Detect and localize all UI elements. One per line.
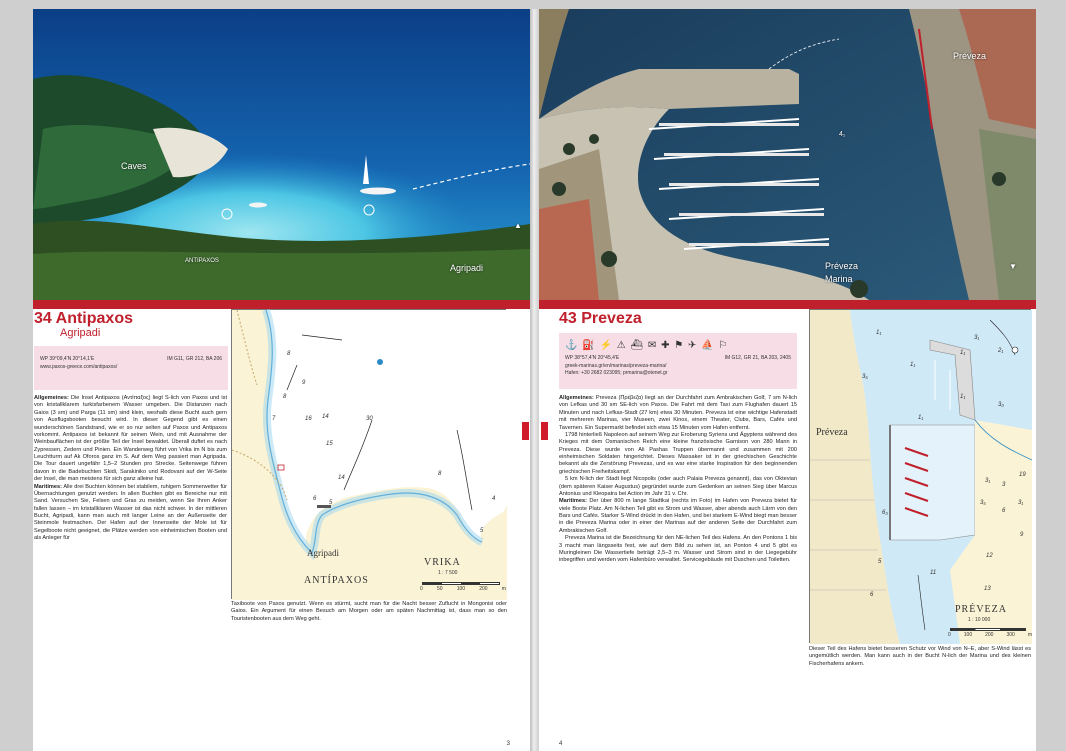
info-box-antipaxos (34, 346, 228, 390)
photo-label-preveza: Préveza (953, 51, 987, 61)
history-text: 1798 hinterließ Napoleon auf seinem Weg zur Eroberung Syriens und Ägyptens während des Krieges mit dem Osmanischen Reich eine kleine französische Garnison von 280 Mann in Preveza. Diese wurde von Ali Pashas Truppen übermannt und zusammen mit 200 einheimischen Soldaten hingerichtet. Dieses Massaker ist in der griechischen Geschichte bekannt als die Zerstörung Prevezas, und es war eine starke Inspiration für den beginnenden griechischen Freiheitskampf. (559, 431, 797, 475)
body-continuation-left: Taxiboote von Paxos genutzt. Wenn es stürmt, sucht man für die Nacht besser Zuflucht in Mongonisi oder Gaios. Ein Argument für einen Besuch am Morgen oder am späten Nachmittag ist, dass man so den Touristenbooten aus dem Weg geht. (231, 601, 507, 622)
harbour-contact: Hafen: +30 2682 023095; prmarina@otenet.gr (565, 370, 668, 376)
scale-tick: 50 (436, 586, 443, 592)
nicopolis-text: 5 km N-lich der Stadt liegt Nicopolis (oder auch Palaia Preveza genannt), das von Oktevian (dem späteren Kaiser Augustus) gegründet wurde zum Gedenken an seinen Sieg über Marcus Antonius und Kleopatra bei Action im Jahr 31 v. Chr. (559, 476, 797, 497)
page-right (539, 9, 1036, 751)
maritime-text: Der über 800 m lange Stadtkai (rechts im Foto) im Hafen von Preveza bietet für viele Boote Platz. Am N-lichen Teil gibt es Strom und Wasser, aber abends auch Lärm von den Bars und Cafés. Starker S-Wind drückt in den Hafen, und bei starkem E-Wind biegt man besser in die Preveza Marina oder in einer der Marinas auf der anderen Seite der Durchfahrt zum Ambrakischen Golf. (559, 498, 797, 534)
preveza-aerial-photo (539, 9, 1036, 300)
depth-mark: 12 (986, 553, 993, 559)
scale-tick: 0 (948, 632, 951, 638)
scale-tick: 0 (420, 586, 423, 592)
general-text: Preveza (Πρέβεζα) liegt an der Durchfahrt zum Ambrakischen Golf, 7 sm N-lich von Lefkas und 30 sm SE-lich von Paxos. Die Fahrt mit dem Taxi zum Flughafen dauert 15 Minuten und nach Lefkas-Stadt (27 km) etwa 30 Minuten. Preveza ist eine wichtige Hafenstadt mit mehreren Marinas, vier Museen, zwei Kinos, einem Theater, Clubs, Bars, Cafés und Tavernen. Ein Supermarkt befindet sich etwa 15 Minuten vom Hafen entfernt. (559, 395, 797, 431)
depth-mark: 3₁ (985, 478, 991, 484)
antipaxos-aerial-photo (33, 9, 530, 300)
depth-mark: 3₅ (862, 374, 868, 380)
scale-tick: 100 (963, 632, 973, 638)
depth-mark: 7 (272, 416, 276, 422)
depth-mark: 15 (326, 441, 333, 447)
page-number-left: 3 (506, 741, 510, 747)
scale-tick: 300 (1006, 632, 1015, 638)
preveza-harbour-map (809, 309, 1031, 643)
depth-mark: 6 (313, 496, 317, 502)
marina-text: Preveza Marina ist die Bezeichnung für den NE-lichen Teil des Hafens. An den Pontons 1 bis 3 macht man längsseits fest, wie auf dem Bild zu sehen ist, an Ponton 4 und 5 gibt es Muringleinen Die Wassertiefe beträgt 2,5–3 m. Wasser und Strom sind in der Liegegebühr inbegriffen und werden vom Hafenbüro verwaltet. Servicegebäude mit Duschen und Toiletten. (559, 535, 797, 564)
body-column-left (34, 395, 227, 667)
body-continuation-right: Dieser Teil des Hafens bietet besseren Schutz vor Wind von N–E, aber S-Wind lässt es ungemütlich werden. Man kann auch in der Bucht N-lich der Marina und des kleinen Fischerhafens ankern. (809, 646, 1031, 667)
depth-mark: 1₁ (910, 362, 916, 368)
depth-mark: 14 (322, 414, 329, 420)
waypoint-text: WP 39°09,4'N 20°14,1'E (40, 356, 95, 362)
map-label-vrika: VRIKA (424, 557, 461, 568)
depth-mark: 13 (984, 586, 991, 592)
photo-divider (539, 300, 1036, 309)
depth-mark: 3₁ (1018, 500, 1024, 506)
depth-mark: 9 (302, 380, 306, 386)
depth-mark: 2₁ (998, 348, 1004, 354)
map-label-agripadi: Agripadi (307, 548, 339, 558)
general-label: Allgemeines: (34, 395, 69, 401)
depth-mark: 3 (1002, 482, 1006, 488)
depth-mark: 1₁ (960, 394, 966, 400)
chart-refs-text: IM G11, GR 212, BA 206 (167, 356, 222, 362)
map-scale-ticks (420, 586, 506, 592)
info-url[interactable]: www.paxos-greece.com/antipaxos/ (40, 363, 118, 370)
depth-mark: 3₁ (974, 335, 980, 341)
depth-mark: 3₀ (998, 402, 1004, 408)
depth-mark: 5 (329, 500, 333, 506)
scale-tick: 200 (985, 632, 994, 638)
north-arrow-icon: ▲ (514, 221, 522, 230)
depth-mark: 6₃ (882, 510, 888, 516)
maritime-text: Alle drei Buchten können bei stabilem, ruhigem Sommerwetter für Übernachtungen genutzt werden. In allen Buchten gibt es Bereiche nur mit Sand. Versuchen Sie, Felsen und Gras zu meiden, wenn Sie Ihren Anker fallen lassen – im kristallklaren Wasser ist das nicht schwer. In der mittleren Bucht, Agripadi, kann man auch mit langer Leine an der Außenseite der Steinmole festmachen. Der Hafen auf der Innenseite der Mole ist für Segelboote nicht geeignet, die Plätze werden von einheimischen Booten und als Anleger für (34, 483, 227, 542)
depth-mark: 8 (287, 351, 291, 357)
photo-label-agripadi: Agripadi (450, 263, 484, 273)
map-scale-text: 1 : 10 000 (968, 617, 991, 623)
book-gutter (530, 9, 539, 751)
scale-tick: m (1027, 632, 1032, 638)
map-scale-bar (950, 628, 1026, 631)
depth-mark: 19 (1019, 472, 1026, 478)
depth-mark: 16 (305, 416, 312, 422)
depth-mark: 14 (338, 475, 345, 481)
section-title-preveza: 43 Preveza (559, 310, 642, 327)
general-text: Die Insel Antipaxos (Αντίπαξος) liegt S-lich von Paxos und ist von kristallklarem turkisfarbenem Wasser umgeben. Die Distanzen nach Gaios (3 sm) und Parga (11 sm) sind klein, weshalb diese Bucht auch gern von Ausflugsbooten besucht wird. In dieser Gegend gibt es einen wunderschönen Sandstrand, wie er so nur selten auf Paxos und Antipaxos vorkommt. Antipaxos ist bekannt für seinen Wein, und mit Ausnahme der Weinbauflächen ist der größte Teil der Insel bewaldet. Überall duftet es nach Zypressen, Zedern und Pinien. Ein Wanderweg führt von Vrika im N bis zum Leuchtturm auf Ak Oforos ganz im S. Auf dem Weg passiert man Agripada. Die Tour dauert ungefähr 1,5–2 Stunden pro Strecke. Seitenwege führen davon in die Badebuchten Skidi, Sarakiniko und Rodovani auf der W-Seite der Insel, die man meistens für sich ganz alleine hat. (34, 395, 227, 483)
depth-mark: 4 (492, 496, 496, 502)
body-column-right (559, 395, 797, 685)
map-scale-ticks (948, 632, 1032, 638)
photo-label-caves: Caves (121, 161, 147, 171)
depth-mark: 6 (870, 592, 874, 598)
antipaxos-harbour-map (231, 309, 506, 599)
photo-label-pontoon: 4₁ (839, 131, 846, 138)
photo-label-marina: Préveza Marina (825, 261, 859, 284)
map-label-preveza-title: PRÉVEZA (955, 604, 1007, 615)
depth-mark: 6 (1002, 508, 1006, 514)
waypoint-text: WP 38°57,4'N 20°45,4'E (565, 355, 620, 361)
maritime-label: Maritimes: (559, 498, 587, 505)
depth-mark: 1₁ (876, 330, 882, 336)
north-arrow-icon: ▼ (1009, 262, 1017, 271)
map-label-antipaxos: ANTÍPAXOS (304, 575, 369, 586)
chart-refs-text: IM G12, GR 21, BA 203, 2405 (724, 355, 791, 361)
photo-divider (33, 300, 530, 309)
maritime-label: Maritimes: (34, 483, 62, 490)
depth-mark: 30 (366, 416, 373, 422)
page-left (33, 9, 530, 751)
depth-mark: 1₁ (960, 350, 966, 356)
depth-mark: 9 (1020, 532, 1024, 538)
section-subtitle-agripadi: Agripadi (60, 327, 101, 339)
info-url[interactable]: greek-marinas.gr/en/marinas/preveza-marina/ (565, 362, 667, 369)
section-title-antipaxos: 34 Antipaxos (34, 310, 133, 327)
map-scale-text: 1 : 7 500 (438, 570, 458, 576)
chapter-marker-right (541, 422, 548, 440)
depth-mark: 3₅ (980, 500, 986, 506)
map-label-preveza-town: Préveza (816, 427, 848, 438)
depth-mark: 1₁ (918, 415, 924, 421)
photo-label-antipaxos: ANTIPAXOS (185, 258, 219, 264)
map-scale-bar (422, 582, 500, 585)
general-label: Allgemeines: (559, 395, 594, 401)
depth-mark: 5 (878, 559, 882, 565)
depth-mark: 8 (438, 471, 442, 477)
scale-tick: 100 (456, 586, 466, 592)
depth-mark: 11 (930, 570, 937, 576)
chapter-marker-left (522, 422, 529, 440)
scale-tick: 200 (479, 586, 488, 592)
info-box-preveza (559, 333, 797, 389)
depth-mark: 8 (283, 394, 287, 400)
scale-tick: m (501, 586, 506, 592)
page-number-right: 4 (559, 741, 563, 747)
facility-icons: ⚓ ⛽ ⚡ ⚠ ⛴ ✉ ✚ ⚑ ✈ ⛵ ⚐ (565, 340, 729, 351)
depth-mark: 5 (480, 528, 484, 534)
